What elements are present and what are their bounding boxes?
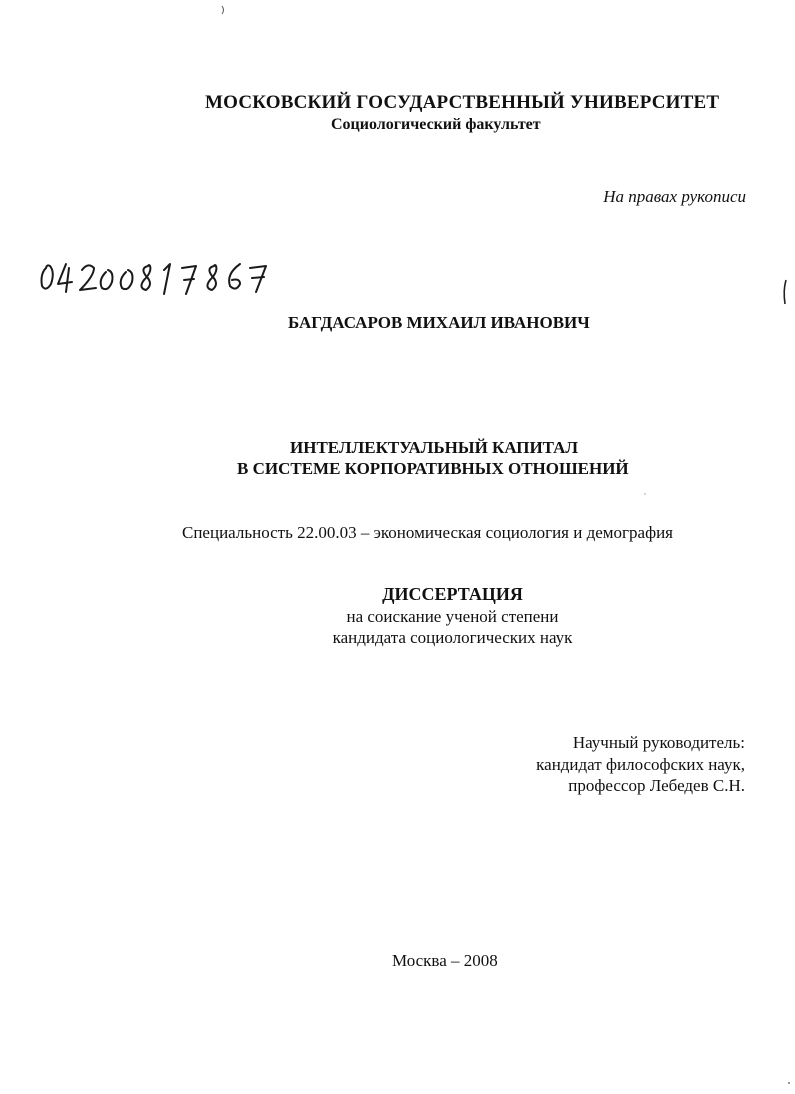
scan-dot <box>643 492 647 496</box>
dissertation-title-line-1: ИНТЕЛЛЕКТУАЛЬНЫЙ КАПИТАЛ <box>290 438 579 457</box>
university-name: МОСКОВСКИЙ ГОСУДАРСТВЕННЫЙ УНИВЕРСИТЕТ <box>205 92 720 113</box>
scan-mark-top <box>220 5 226 15</box>
faculty-name: Социологический факультет <box>331 116 541 133</box>
scan-mark-right <box>780 278 790 306</box>
dissertation-title-line-2: В СИСТЕМЕ КОРПОРАТИВНЫХ ОТНОШЕНИЙ <box>237 459 629 478</box>
supervisor-name: профессор Лебедев С.Н. <box>568 776 745 795</box>
thesis-type: ДИССЕРТАЦИЯ <box>382 584 523 604</box>
supervisor-degree: кандидат философских наук, <box>536 755 745 774</box>
scan-mark-bottom <box>786 1080 792 1086</box>
author-name: БАГДАСАРОВ МИХАИЛ ИВАНОВИЧ <box>288 313 590 332</box>
supervisor-label: Научный руководитель: <box>572 733 745 752</box>
handwritten-inventory-number <box>36 254 276 302</box>
degree-line-2: кандидата социологических наук <box>332 628 573 647</box>
city-year: Москва – 2008 <box>392 951 498 970</box>
specialty-line: Специальность 22.00.03 – экономическая социология и демография <box>182 523 673 542</box>
rights-note: На правах рукописи <box>603 187 746 206</box>
degree-line-1: на соискание ученой степени <box>346 607 559 626</box>
